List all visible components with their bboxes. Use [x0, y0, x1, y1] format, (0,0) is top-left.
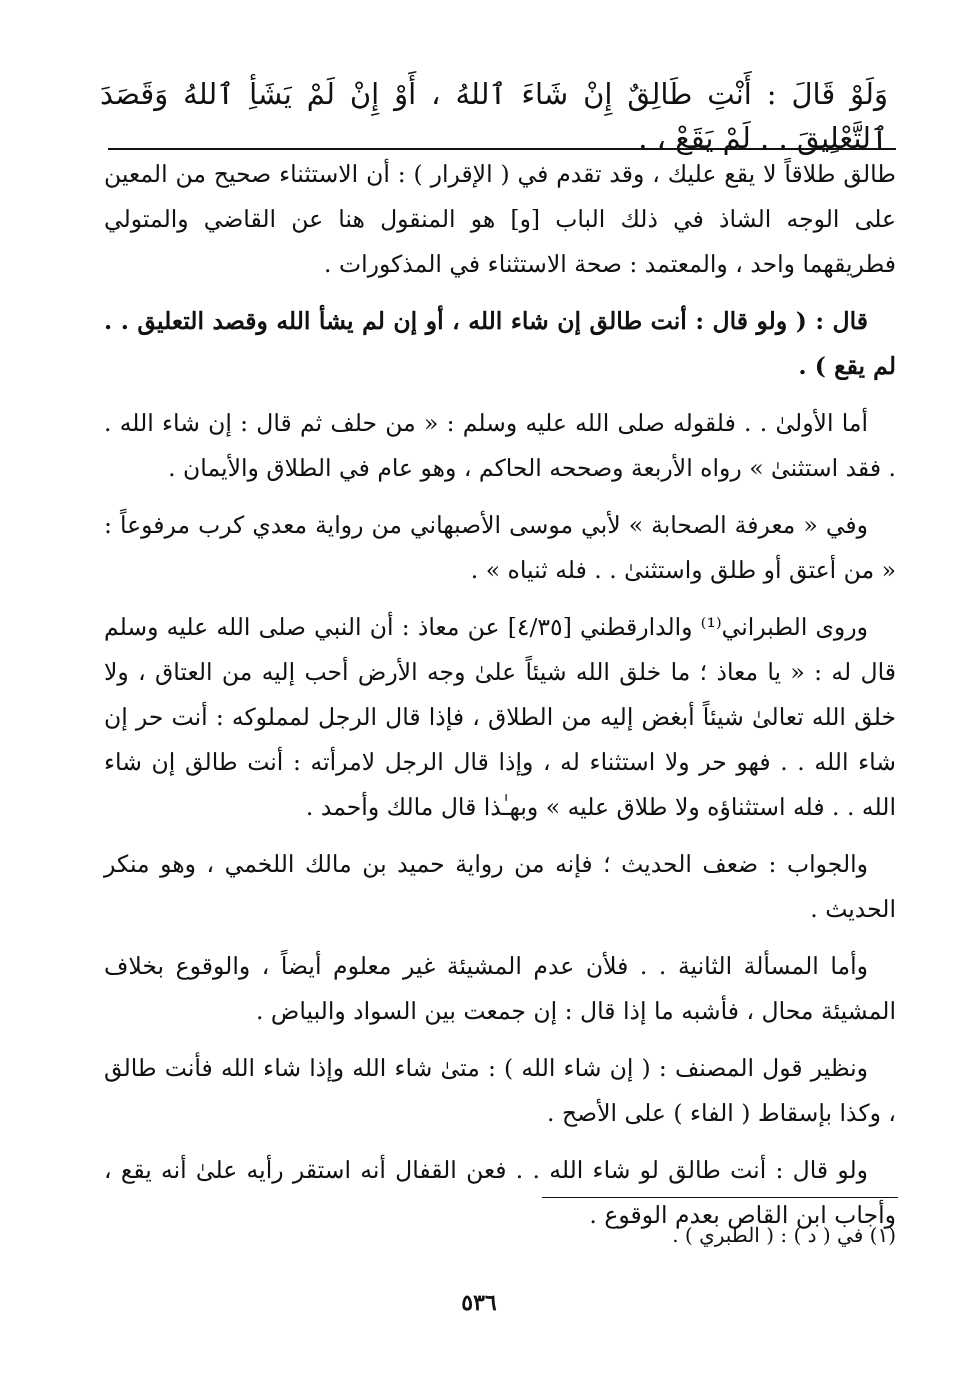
paragraph: طالق طلاقاً لا يقع عليك ، وقد تقدم في ( الإقرار ) : أن الاستثناء صحيح من المعين على الوجه الشاذ في ذلك الباب [و] هو المنقول هنا عن القاضي والمتولي فطريقهما واحد ، والمعتمد : صحة الاستثناء في المذكورات .: [104, 160, 896, 278]
footnote-separator-rule: [542, 1197, 898, 1198]
paragraph: والجواب : ضعف الحديث ؛ فإنه من رواية حميد بن مالك اللخمي ، وهو منكر الحديث .: [104, 850, 896, 923]
page-number: ٥٣٦: [461, 1290, 497, 1316]
commentary-body: [104, 152, 896, 1250]
paragraph: وأما المسألة الثانية . . فلأن عدم المشيئة غير معلوم أيضاً ، والوقوع بخلاف المشيئة محال ، فأشبه ما إذا قال : إن جمعت بين السواد والبياض .: [104, 952, 896, 1025]
footnote: (١) في ( د ) : ( الطبري ) .: [672, 1223, 896, 1247]
matn-verse: وَلَوْ قَالَ : أَنْتِ طَالِقٌ إِنْ شَاءَ ٱللهُ ، أَوْ إِنْ لَمْ يَشَأِ ٱللهُ وَقَصَدَ ٱلتَّعْلِيقَ . . لَمْ يَقَعْ ، .: [100, 77, 888, 155]
paragraph-quoted-matn: قال : ( ولو قال : أنت طالق إن شاء الله ، أو إن لم يشأ الله وقصد التعليق . . لم يقع ) .: [104, 307, 896, 380]
matn-separator-rule: [108, 148, 896, 150]
paragraph: ولو قال : أنت طالق لو شاء الله . . فعن القفال أنه استقر رأيه علىٰ أنه يقع ، وأجاب ابن القاص بعدم الوقوع .: [104, 1156, 896, 1229]
paragraph: أما الأولىٰ . . فلقوله صلى الله عليه وسلم : « من حلف ثم قال : إن شاء الله . . فقد استثنىٰ » رواه الأربعة وصححه الحاكم ، وهو عام في الطلاق والأيمان .: [104, 409, 896, 482]
paragraph: وروى الطبراني⁽¹⁾ والدارقطني [٤/٣٥] عن معاذ : أن النبي صلى الله عليه وسلم قال له : « يا معاذ ؛ ما خلق الله شيئاً علىٰ وجه الأرض أحب إليه من العتاق ، ولا خلق الله تعالىٰ شيئاً أبغض إليه من الطلاق ، فإذا قال الرجل لمملوكه : أنت حر إن شاء الله . . فهو حر ولا استثناء له ، وإذا قال الرجل لامرأته : أنت طالق إن شاء الله . . فله استثناؤه ولا طلاق عليه » وبهـٰذا قال مالك وأحمد .: [104, 613, 896, 821]
paragraph: ونظير قول المصنف : ( إن شاء الله ) : متىٰ شاء الله وإذا شاء الله فأنت طالق ، وكذا بإسقاط ( الفاء ) على الأصح .: [104, 1054, 896, 1127]
paragraph: وفي « معرفة الصحابة » لأبي موسى الأصبهاني من رواية معدي كرب مرفوعاً : « من أعتق أو طلق واستثنىٰ . . فله ثنياه » .: [104, 511, 896, 584]
